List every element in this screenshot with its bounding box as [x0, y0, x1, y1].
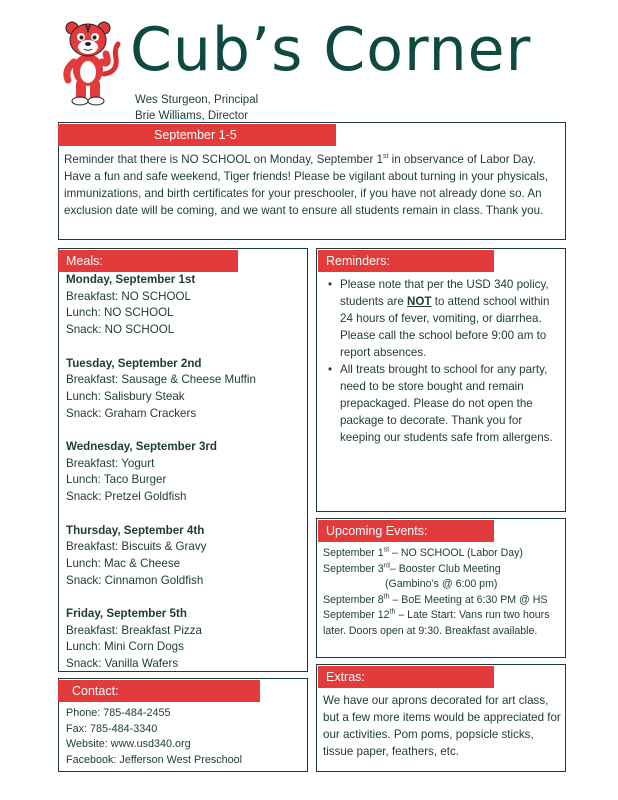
newsletter-title: Cub’s Corner	[130, 15, 532, 85]
tiger-mascot-icon	[56, 14, 122, 106]
reminders-tab: Reminders:	[318, 250, 494, 272]
director-name: Brie Williams, Director	[135, 110, 249, 122]
contact-facebook: Facebook: Jefferson West Preschool	[66, 753, 243, 766]
staff-list	[135, 92, 258, 124]
meal-breakfast: Breakfast: Breakfast Pizza	[66, 623, 202, 637]
meal-day	[66, 606, 304, 673]
meal-snack: Snack: Cinnamon Goldfish	[66, 573, 204, 587]
reminder-item: • Please note that per the USD 340 policy, students are NOT to attend school within 24 hours of fever, vomiting, or diarrhea. Please call the school before 9:00 am to report absences.	[326, 276, 562, 361]
contact-website[interactable]: Website: www.usd340.org	[66, 738, 191, 751]
meal-snack: Snack: NO SCHOOL	[66, 323, 175, 337]
september-tab: September 1-5	[58, 124, 336, 146]
event-item: September 3rd– Booster Club Meeting	[323, 561, 501, 575]
meal-breakfast: Breakfast: NO SCHOOL	[66, 289, 191, 303]
event-item: September 12th – Late Start: Vans run two hours later. Doors open at 9:30. Breakfast available.	[323, 608, 550, 637]
contact-phone: Phone: 785-484-2455	[66, 707, 171, 719]
meal-day-title: Thursday, September 4th	[66, 523, 205, 537]
meal-day-title: Tuesday, September 2nd	[66, 356, 202, 370]
event-item: September 1st – NO SCHOOL (Labor Day)	[323, 546, 523, 559]
meals-list	[66, 272, 304, 673]
event-item-detail: (Gambino’s @ 6:00 pm)	[385, 578, 498, 590]
meal-lunch: Lunch: Mini Corn Dogs	[66, 640, 184, 654]
contact-info	[66, 706, 304, 768]
meal-day	[66, 272, 304, 339]
meal-breakfast: Breakfast: Biscuits & Gravy	[66, 540, 207, 554]
meal-day	[66, 356, 304, 423]
meal-breakfast: Breakfast: Yogurt	[66, 456, 155, 470]
extras-tab: Extras:	[318, 666, 494, 688]
meal-lunch: Lunch: Taco Burger	[66, 473, 167, 487]
meal-snack: Snack: Graham Crackers	[66, 406, 197, 420]
principal-name: Wes Sturgeon, Principal	[135, 94, 259, 106]
emphasis-not: NOT	[407, 295, 432, 308]
extras-text: We have our aprons decorated for art class, but a few more items would be appreciated for our activities. Pom poms, popsicle sticks, tissue paper, feathers, etc.	[323, 694, 561, 758]
meal-lunch: Lunch: Mac & Cheese	[66, 556, 181, 570]
meal-day-title: Monday, September 1st	[66, 273, 196, 286]
meals-tab: Meals:	[58, 250, 238, 272]
reminder-item: • All treats brought to school for any party, need to be store bought and remain prepackaged. Please do not open the package to decorate. Thank you for keeping our students safe from allergens.	[326, 361, 562, 446]
meal-day-title: Friday, September 5th	[66, 607, 187, 620]
contact-tab: Contact:	[58, 680, 260, 702]
meal-lunch: Lunch: Salisbury Steak	[66, 389, 185, 403]
event-item: September 8th – BoE Meeting at 6:30 PM @ HS	[323, 592, 548, 606]
meal-day-title: Wednesday, September 3rd	[66, 440, 217, 453]
meal-day	[66, 439, 304, 506]
meal-lunch: Lunch: NO SCHOOL	[66, 306, 174, 320]
meal-breakfast: Breakfast: Sausage & Cheese Muffin	[66, 373, 256, 387]
meal-day	[66, 523, 304, 590]
events-tab: Upcoming Events:	[318, 520, 494, 542]
reminders-list	[326, 276, 562, 446]
events-list	[323, 546, 563, 639]
meal-snack: Snack: Vanilla Wafers	[66, 657, 179, 671]
contact-fax: Fax: 785-484-3340	[66, 722, 158, 735]
september-notice: Reminder that there is NO SCHOOL on Monday, September 1st in observance of Labor Day. Have a fun and safe weekend, Tiger friends! Please be vigilant about turning in your physicals, immunizations, and birth certificates for your preschooler, if you have not already done so. An exclusion date will be coming, and we want to ensure all students remain in class. Thank you.	[64, 153, 549, 217]
meal-snack: Snack: Pretzel Goldfish	[66, 490, 187, 504]
